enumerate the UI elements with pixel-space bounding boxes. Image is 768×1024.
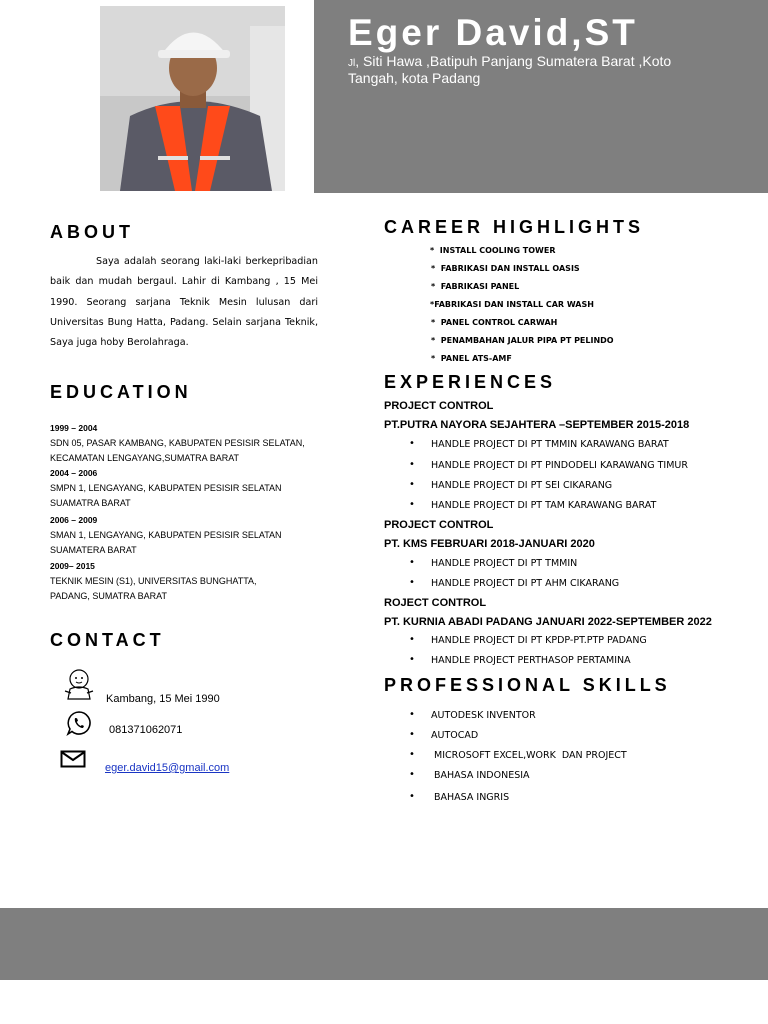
job-task	[409, 499, 657, 511]
job-task	[409, 479, 613, 491]
education-years: 2004 – 2006	[50, 468, 98, 478]
contact-phone: 081371062071	[109, 724, 183, 736]
education-entry	[50, 559, 257, 604]
bullet-dot: •	[409, 654, 415, 665]
full-name: Eger David,ST	[348, 12, 638, 53]
education-location: PADANG, SUMATRA BARAT	[50, 591, 168, 601]
job-task-label: HANDLE PROJECT DI PT TMMIN	[431, 558, 578, 569]
address	[348, 54, 708, 86]
experiences-heading: EXPERIENCES	[384, 372, 557, 392]
education-school: SDN 05, PASAR KAMBANG, KABUPATEN PESISIR SELATAN,	[50, 438, 305, 448]
job-task	[409, 634, 647, 646]
star-bullet: *	[431, 282, 436, 291]
star-bullet: *	[430, 300, 435, 309]
skill-label: BAHASA INDONESIA	[431, 770, 530, 781]
career-item	[431, 336, 614, 345]
address-text: , Siti Hawa ,Batipuh Panjang Sumatera Barat ,Koto Tangah, kota Padang	[348, 53, 672, 86]
job-task	[409, 438, 669, 450]
about-heading: ABOUT	[50, 222, 134, 242]
bullet-dot: •	[409, 749, 415, 760]
about-paragraph	[50, 252, 318, 353]
bullet-dot: •	[409, 459, 415, 470]
skill-item	[409, 791, 510, 803]
email-link[interactable]: eger.david15@gmail.com	[105, 762, 230, 774]
career-item-label: FABRIKASI PANEL	[440, 282, 520, 291]
bullet-dot: •	[409, 479, 415, 490]
baby-icon	[61, 667, 97, 708]
bullet-dot: •	[409, 791, 415, 802]
bullet-dot: •	[409, 577, 415, 588]
career-item	[431, 282, 519, 291]
skill-label: BAHASA INGRIS	[431, 792, 510, 803]
career-item	[430, 300, 594, 309]
skills-heading: PROFESSIONAL SKILLS	[384, 675, 671, 695]
envelope-icon	[60, 750, 86, 773]
career-item	[431, 318, 557, 327]
bullet-dot: •	[409, 729, 415, 740]
skill-item	[409, 729, 479, 741]
skill-item	[409, 709, 536, 721]
job-task-label: HANDLE PROJECT DI PT TAM KARAWANG BARAT	[431, 500, 657, 511]
education-school: SMAN 1, LENGAYANG, KABUPATEN PESISIR SELATAN	[50, 530, 282, 540]
job-task	[409, 654, 631, 666]
contact-birth: Kambang, 15 Mei 1990	[106, 693, 220, 705]
star-bullet: *	[431, 336, 436, 345]
career-item	[431, 354, 512, 363]
education-location: SUAMATERA BARAT	[50, 545, 137, 555]
education-location: SUAMATRA BARAT	[50, 498, 131, 508]
job-company: PT. KMS FEBRUARI 2018-JANUARI 2020	[384, 538, 595, 550]
job-company: PT.PUTRA NAYORA SEJAHTERA –SEPTEMBER 2015-2018	[384, 419, 690, 431]
star-bullet: *	[431, 264, 436, 273]
education-years: 2006 – 2009	[50, 515, 98, 525]
career-item-label: INSTALL COOLING TOWER	[439, 246, 556, 255]
education-entry	[50, 466, 282, 511]
career-item-label: FABRIKASI DAN INSTALL OASIS	[440, 264, 580, 273]
job-company: PT. KURNIA ABADI PADANG JANUARI 2022-SEPTEMBER 2022	[384, 616, 712, 628]
education-years: 1999 – 2004	[50, 423, 98, 433]
education-school: TEKNIK MESIN (S1), UNIVERSITAS BUNGHATTA,	[50, 576, 257, 586]
skill-label: MICROSOFT EXCEL,WORK DAN PROJECT	[431, 750, 627, 761]
career-item	[431, 264, 580, 273]
star-bullet: *	[431, 354, 436, 363]
job-task-label: HANDLE PROJECT DI PT TMMIN KARAWANG BARAT	[431, 439, 669, 450]
address-prefix: Jl	[348, 58, 356, 69]
bullet-dot: •	[409, 709, 415, 720]
contact-heading: CONTACT	[50, 630, 165, 650]
skill-item	[409, 769, 530, 781]
job-task	[409, 459, 688, 471]
job-task-label: HANDLE PROJECT DI PT AHM CIKARANG	[431, 578, 620, 589]
career-item-label: PANEL CONTROL CARWAH	[440, 318, 558, 327]
education-school: SMPN 1, LENGAYANG, KABUPATEN PESISIR SELATAN	[50, 483, 282, 493]
job-task	[409, 557, 578, 569]
career-item-label: PENAMBAHAN JALUR PIPA PT PELINDO	[440, 336, 614, 345]
education-location: KECAMATAN LENGAYANG,SUMATRA BARAT	[50, 453, 240, 463]
skill-item	[409, 749, 627, 761]
job-task-label: HANDLE PROJECT DI PT SEI CIKARANG	[431, 480, 613, 491]
bullet-dot: •	[409, 557, 415, 568]
about-text: Saya adalah seorang laki-laki berkepribadian baik dan mudah bergaul. Lahir di Kambang , 15 Mei 1990. Seorang sarjana Teknik Mesin lulusan dari Universitas Bung Hatta, Padang. Selain sarjana Teknik, Saya juga hoby Berolahraga.	[50, 256, 318, 349]
bullet-dot: •	[409, 438, 415, 449]
job-role: ROJECT CONTROL	[384, 597, 487, 609]
job-task-label: HANDLE PROJECT PERTHASOP PERTAMINA	[431, 655, 631, 666]
career-heading: CAREER HIGHLIGHTS	[384, 217, 645, 237]
profile-photo	[100, 6, 285, 191]
job-task	[409, 577, 620, 589]
skill-label: AUTOCAD	[431, 730, 479, 741]
job-task-label: HANDLE PROJECT DI PT PINDODELI KARAWANG TIMUR	[431, 460, 688, 471]
job-role: PROJECT CONTROL	[384, 519, 494, 531]
footer-band	[0, 908, 768, 980]
education-entry	[50, 421, 305, 466]
education-entry	[50, 513, 282, 558]
bullet-dot: •	[409, 634, 415, 645]
star-bullet: *	[430, 246, 435, 255]
job-task-label: HANDLE PROJECT DI PT KPDP-PT.PTP PADANG	[431, 635, 647, 646]
skill-label: AUTODESK INVENTOR	[431, 710, 536, 721]
person-photo-illustration	[100, 6, 285, 191]
star-bullet: *	[431, 318, 436, 327]
bullet-dot: •	[409, 769, 415, 780]
bullet-dot: •	[409, 499, 415, 510]
career-item-label: FABRIKASI DAN INSTALL CAR WASH	[434, 300, 594, 309]
education-years: 2009– 2015	[50, 561, 95, 571]
career-item	[430, 246, 556, 255]
whatsapp-icon	[66, 710, 92, 741]
job-role: PROJECT CONTROL	[384, 400, 494, 412]
career-item-label: PANEL ATS-AMF	[440, 354, 512, 363]
education-heading: EDUCATION	[50, 382, 192, 402]
